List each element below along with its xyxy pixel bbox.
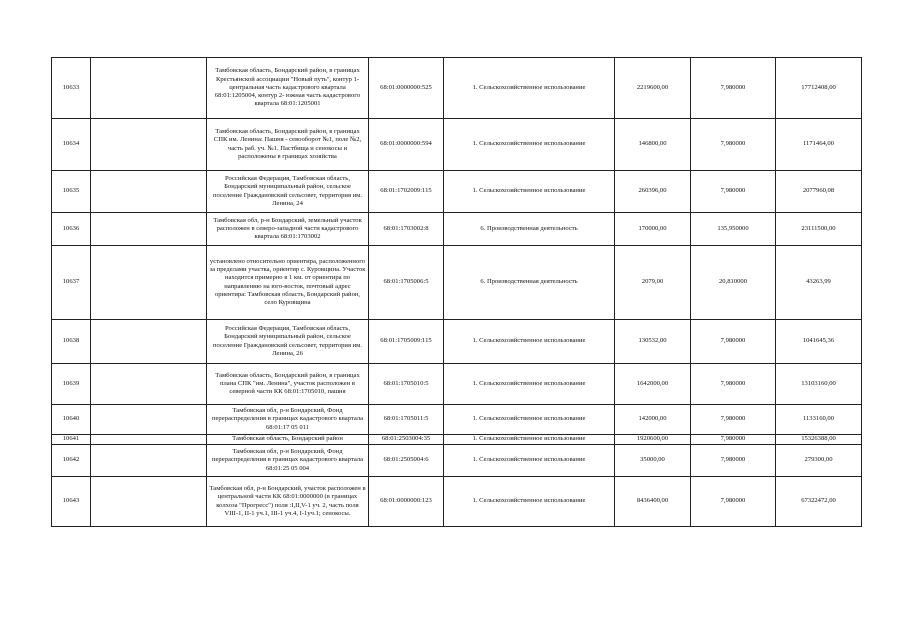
cadastral-value-table bbox=[51, 57, 862, 527]
address-cell: Российская Федерация, Тамбовская область, Бондарский муниципальный район, сельское поселение Граждановский сельсовет, территория им. Ленина, 24 bbox=[207, 171, 369, 213]
land-use-cell: 6. Производственная деятельность bbox=[444, 246, 615, 320]
area-cell: 142000,00 bbox=[615, 405, 691, 435]
land-use-cell: 1. Сельскохозяйственное использование bbox=[444, 405, 615, 435]
specific-value-cell: 7,980000 bbox=[691, 171, 776, 213]
row-number: 10636 bbox=[52, 213, 91, 246]
specific-value-cell: 7,980000 bbox=[691, 364, 776, 405]
row-number: 10637 bbox=[52, 246, 91, 320]
specific-value-cell: 135,950000 bbox=[691, 213, 776, 246]
area-cell: 35000,00 bbox=[615, 445, 691, 477]
row-number: 10634 bbox=[52, 119, 91, 171]
table-row bbox=[52, 246, 862, 320]
row-number: 10641 bbox=[52, 435, 91, 445]
area-cell: 1920600,00 bbox=[615, 435, 691, 445]
cadastral-value-cell: 17712408,00 bbox=[776, 58, 862, 119]
cadastral-value-cell: 43263,99 bbox=[776, 246, 862, 320]
area-cell: 170000,00 bbox=[615, 213, 691, 246]
cadastral-value-cell: 279300,00 bbox=[776, 445, 862, 477]
table-row bbox=[52, 477, 862, 527]
address-cell: Тамбовская обл, р-н Бондарский, Фонд перераспределения в границах кадастрового квартала 68:01:25 05 004 bbox=[207, 445, 369, 477]
table-row bbox=[52, 119, 862, 171]
cadastral-value-cell: 1041645,36 bbox=[776, 320, 862, 364]
land-use-cell: 1. Сельскохозяйственное использование bbox=[444, 320, 615, 364]
empty-cell bbox=[91, 435, 207, 445]
cadastral-number-cell: 68:01:0000000:123 bbox=[369, 477, 444, 527]
cadastral-number-cell: 68:01:1702009:115 bbox=[369, 171, 444, 213]
row-number: 10642 bbox=[52, 445, 91, 477]
specific-value-cell: 7,980000 bbox=[691, 405, 776, 435]
row-number: 10643 bbox=[52, 477, 91, 527]
cadastral-number-cell: 68:01:1705009:115 bbox=[369, 320, 444, 364]
cadastral-number-cell: 68:01:0000000:525 bbox=[369, 58, 444, 119]
cadastral-value-cell: 13103160,00 bbox=[776, 364, 862, 405]
area-cell: 1642000,00 bbox=[615, 364, 691, 405]
land-use-cell: 1. Сельскохозяйственное использование bbox=[444, 445, 615, 477]
area-cell: 2219600,00 bbox=[615, 58, 691, 119]
land-use-cell: 1. Сельскохозяйственное использование bbox=[444, 435, 615, 445]
empty-cell bbox=[91, 119, 207, 171]
land-use-cell: 1. Сельскохозяйственное использование bbox=[444, 58, 615, 119]
address-cell: Российская Федерация, Тамбовская область, Бондарский муниципальный район, сельское поселение Граждановский сельсовет, территория им. Ленина, 26 bbox=[207, 320, 369, 364]
area-cell: 260396,00 bbox=[615, 171, 691, 213]
table-row bbox=[52, 58, 862, 119]
specific-value-cell: 7,980000 bbox=[691, 58, 776, 119]
land-use-cell: 6. Производственная деятельность bbox=[444, 213, 615, 246]
area-cell: 130532,00 bbox=[615, 320, 691, 364]
address-cell: установлено относительно ориентира, расположенного за пределами участка, ориентир с. Куровщина. Участок находится примерно в 1 км. от ориентира по направлению на юго-восток, почтовый адрес ориентира: Тамбовская область, Бондарский район, село Куровщина bbox=[207, 246, 369, 320]
empty-cell bbox=[91, 445, 207, 477]
land-use-cell: 1. Сельскохозяйственное использование bbox=[444, 477, 615, 527]
table-row bbox=[52, 364, 862, 405]
address-cell: Тамбовская область, Бондарский район bbox=[207, 435, 369, 445]
cadastral-number-cell: 68:01:0000000:594 bbox=[369, 119, 444, 171]
cadastral-value-cell: 1171464,00 bbox=[776, 119, 862, 171]
cadastral-value-cell: 67322472,00 bbox=[776, 477, 862, 527]
cadastral-value-cell: 2077960,08 bbox=[776, 171, 862, 213]
specific-value-cell: 7,980000 bbox=[691, 477, 776, 527]
land-use-cell: 1. Сельскохозяйственное использование bbox=[444, 171, 615, 213]
address-cell: Тамбовская область, Бондарский район, в границах плана СПК "им. Ленина", участок расположен в северной части КК 68:01:1705010, пашня bbox=[207, 364, 369, 405]
area-cell: 146800,00 bbox=[615, 119, 691, 171]
table-row bbox=[52, 171, 862, 213]
row-number: 10635 bbox=[52, 171, 91, 213]
empty-cell bbox=[91, 364, 207, 405]
row-number: 10639 bbox=[52, 364, 91, 405]
cadastral-number-cell: 68:01:1705010:5 bbox=[369, 364, 444, 405]
table-row bbox=[52, 320, 862, 364]
land-use-cell: 1. Сельскохозяйственное использование bbox=[444, 119, 615, 171]
land-use-cell: 1. Сельскохозяйственное использование bbox=[444, 364, 615, 405]
address-cell: Тамбовская обл, р-н Бондарский, Фонд перераспределения в границах кадастрового квартала 68:01:17 05 011 bbox=[207, 405, 369, 435]
cadastral-value-cell: 15326388,00 bbox=[776, 435, 862, 445]
cadastral-number-cell: 68:01:1703002:8 bbox=[369, 213, 444, 246]
empty-cell bbox=[91, 246, 207, 320]
specific-value-cell: 20,810000 bbox=[691, 246, 776, 320]
address-cell: Тамбовская обл, р-н Бондарский, земельный участок расположен в северо-западной части кадастрового квартала 68:01:1703002 bbox=[207, 213, 369, 246]
empty-cell bbox=[91, 477, 207, 527]
table-row bbox=[52, 405, 862, 435]
area-cell: 2079,00 bbox=[615, 246, 691, 320]
address-cell: Тамбовская область, Бондарский район, в границах СПК им. Ленина: Пашня - севооборот №1, поле №2, часть раб. уч. №1. Пастбища и сенокосы и расположены в границах хозяйства bbox=[207, 119, 369, 171]
table-row bbox=[52, 213, 862, 246]
cadastral-value-cell: 1133160,00 bbox=[776, 405, 862, 435]
cadastral-number-cell: 68:01:1705011:5 bbox=[369, 405, 444, 435]
empty-cell bbox=[91, 171, 207, 213]
table-row bbox=[52, 435, 862, 445]
address-cell: Тамбовская область, Бондарский район, в границах Крестьянской ассоциации "Новый путь", контур 1-центральная часть кадастрового квартала 68:01:1205004, контур 2- южная часть кадастрового квартала 68:01:1205001 bbox=[207, 58, 369, 119]
specific-value-cell: 7,980000 bbox=[691, 119, 776, 171]
cadastral-number-cell: 68:01:2505004:6 bbox=[369, 445, 444, 477]
cadastral-value-cell: 23111500,00 bbox=[776, 213, 862, 246]
row-number: 10640 bbox=[52, 405, 91, 435]
specific-value-cell: 7,980000 bbox=[691, 320, 776, 364]
row-number: 10638 bbox=[52, 320, 91, 364]
empty-cell bbox=[91, 320, 207, 364]
empty-cell bbox=[91, 405, 207, 435]
table-row bbox=[52, 445, 862, 477]
empty-cell bbox=[91, 213, 207, 246]
specific-value-cell: 7,980000 bbox=[691, 445, 776, 477]
row-number: 10633 bbox=[52, 58, 91, 119]
specific-value-cell: 7,980000 bbox=[691, 435, 776, 445]
cadastral-number-cell: 68:01:1705006:5 bbox=[369, 246, 444, 320]
empty-cell bbox=[91, 58, 207, 119]
area-cell: 8436400,00 bbox=[615, 477, 691, 527]
cadastral-number-cell: 68:01:2503004:35 bbox=[369, 435, 444, 445]
address-cell: Тамбовская обл, р-н Бондарский, участок расположен в центральной части КК 68:01:0000000 (в границах колхоза "Прогресс") поля :I,II,V-1 уч. 2, часть поля VIII-1, II-1 уч.1, III-1 уч.4, I-1уч.1; сенокосы. bbox=[207, 477, 369, 527]
